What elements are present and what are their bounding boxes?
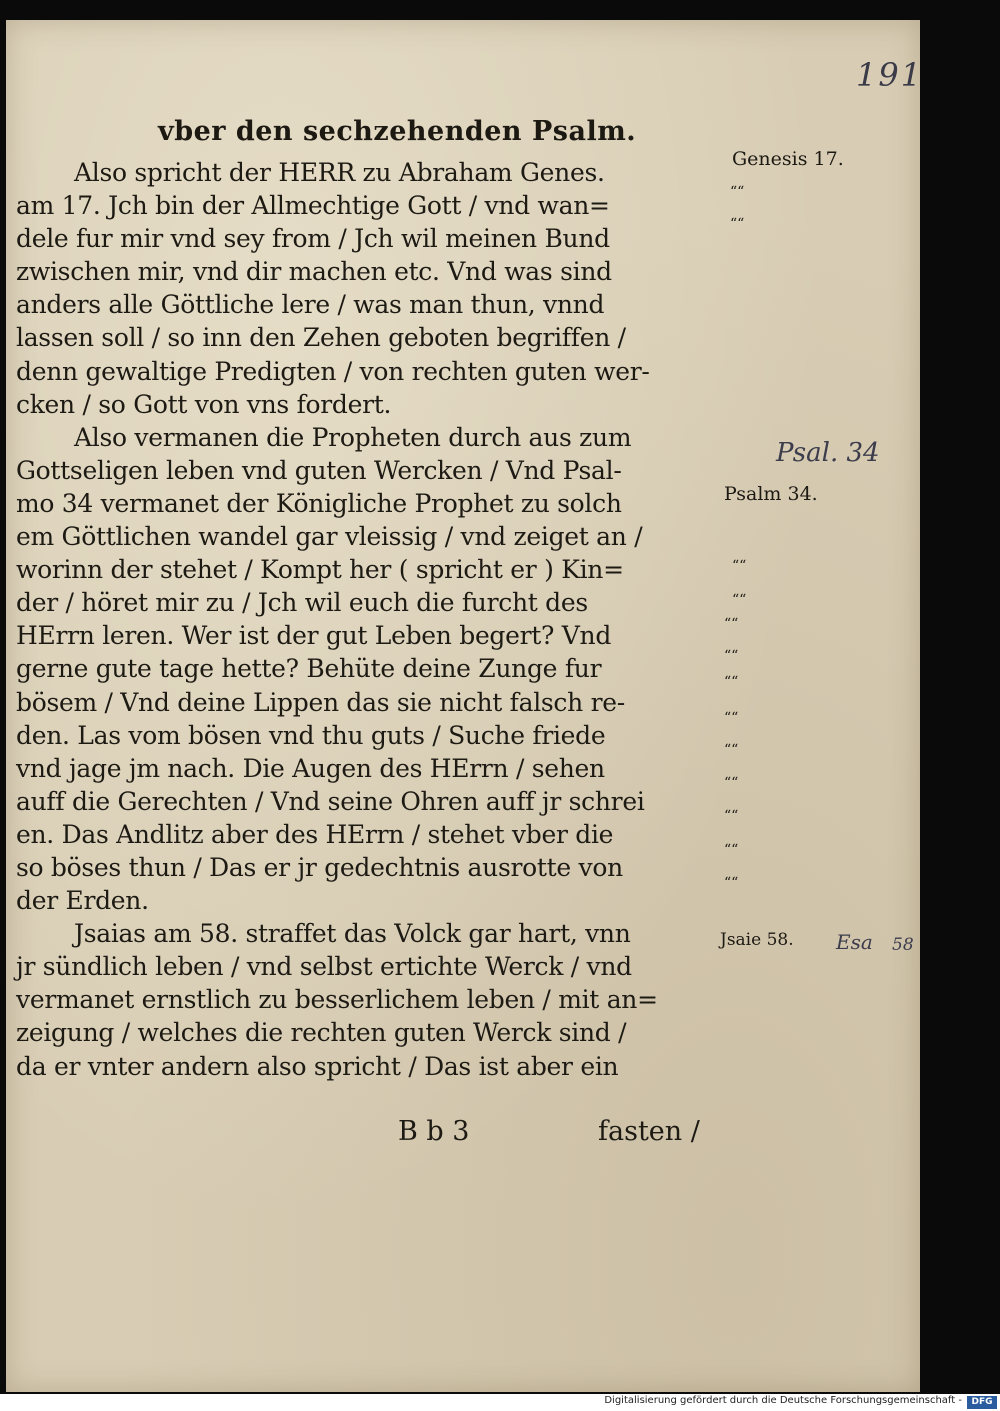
text-line: zwischen mir, vnd dir machen etc. Vnd was sind [16,257,612,287]
quote-mark: ““ [724,842,739,858]
text-line: bösem / Vnd deine Lippen das sie nicht falsch re- [16,687,625,717]
text-line: zeigung / welches die rechten guten Werck sind / [16,1018,627,1048]
quote-mark: ““ [724,710,739,726]
text-line: HErrn leren. Wer ist der gut Leben begert? Vnd [16,621,612,651]
quote-mark: ““ [724,808,739,824]
funding-footer [0,1394,1000,1411]
quote-mark: ““ [724,674,739,690]
text-line: en. Das Andlitz aber des HErrn / stehet vber die [16,819,614,849]
text-line: mo 34 vermanet der Königliche Prophet zu solch [16,488,622,518]
dfg-logo[interactable]: DFG [967,1396,997,1409]
margin-note-genesis: Genesis 17. [732,148,844,170]
text-line: da er vnter andern also spricht / Das ist aber ein [16,1051,619,1081]
quote-mark: ““ [730,184,745,200]
text-line: Also vermanen die Propheten durch aus zum [74,422,632,452]
text-line: auff die Gerechten / Vnd seine Ohren auff jr schrei [16,786,645,816]
text-line: Also spricht der HERR zu Abraham Genes. [74,158,605,187]
funding-text: Digitalisierung gefördert durch die Deutsche Forschungsgemeinschaft - [604,1395,962,1406]
text-line: vermanet ernstlich zu besserlichem leben / mit an= [16,985,658,1015]
text-line: dele fur mir vnd sey from / Jch wil meinen Bund [16,224,610,254]
text-line: gerne gute tage hette? Behüte deine Zunge fur [16,654,602,684]
signature-mark: B b 3 [398,1116,470,1147]
quote-mark: ““ [724,648,739,664]
quote-mark: ““ [730,216,745,232]
text-line: jr sündlich leben / vnd selbst ertichte Werck / vnd [16,952,632,982]
body-text [16,156,728,1083]
text-line: worinn der stehet / Kompt her ( spricht er ) Kin= [16,555,624,585]
handwritten-note-number: 58 [892,935,914,955]
quote-mark: ““ [732,558,747,574]
page-number: 191 [856,56,924,94]
quote-mark: ““ [724,742,739,758]
text-line: vnd jage jm nach. Die Augen des HErrn / sehen [16,753,605,783]
text-line: so böses thun / Das er jr gedechtnis ausrotte von [16,852,623,882]
handwritten-note-psal: Psal. 34 [776,438,880,468]
quote-mark: ““ [732,592,747,608]
text-line: der / höret mir zu / Jch wil euch die furcht des [16,588,588,618]
catchword: fasten / [598,1116,700,1147]
text-line: den. Las vom bösen vnd thu guts / Suche friede [16,720,606,750]
handwritten-note-esa: Esa [836,930,873,954]
quote-mark: ““ [724,875,739,891]
text-line: Jsaias am 58. straffet das Volck gar hart, vnn [74,919,631,949]
margin-note-psalm: Psalm 34. [724,483,818,505]
book-page [6,20,924,1392]
text-line: anders alle Göttliche lere / was man thun, vnnd [16,290,605,320]
margin-note-isaie: Jsaie 58. [720,930,794,950]
running-head: vber den sechzehenden Psalm. [158,116,637,147]
quote-mark: ““ [724,616,739,632]
text-line: Gottseligen leben vnd guten Wercken / Vnd Psal- [16,455,622,485]
text-line: lassen soll / so inn den Zehen geboten begriffen / [16,323,626,353]
quote-mark: ““ [724,775,739,791]
text-line: der Erden. [16,886,149,916]
text-line: cken / so Gott von vns fordert. [16,389,392,419]
text-line: denn gewaltige Predigten / von rechten guten wer- [16,356,650,386]
text-line: am 17. Jch bin der Allmechtige Gott / vnd wan= [16,191,610,221]
text-line: em Göttlichen wandel gar vleissig / vnd zeiget an / [16,522,643,552]
